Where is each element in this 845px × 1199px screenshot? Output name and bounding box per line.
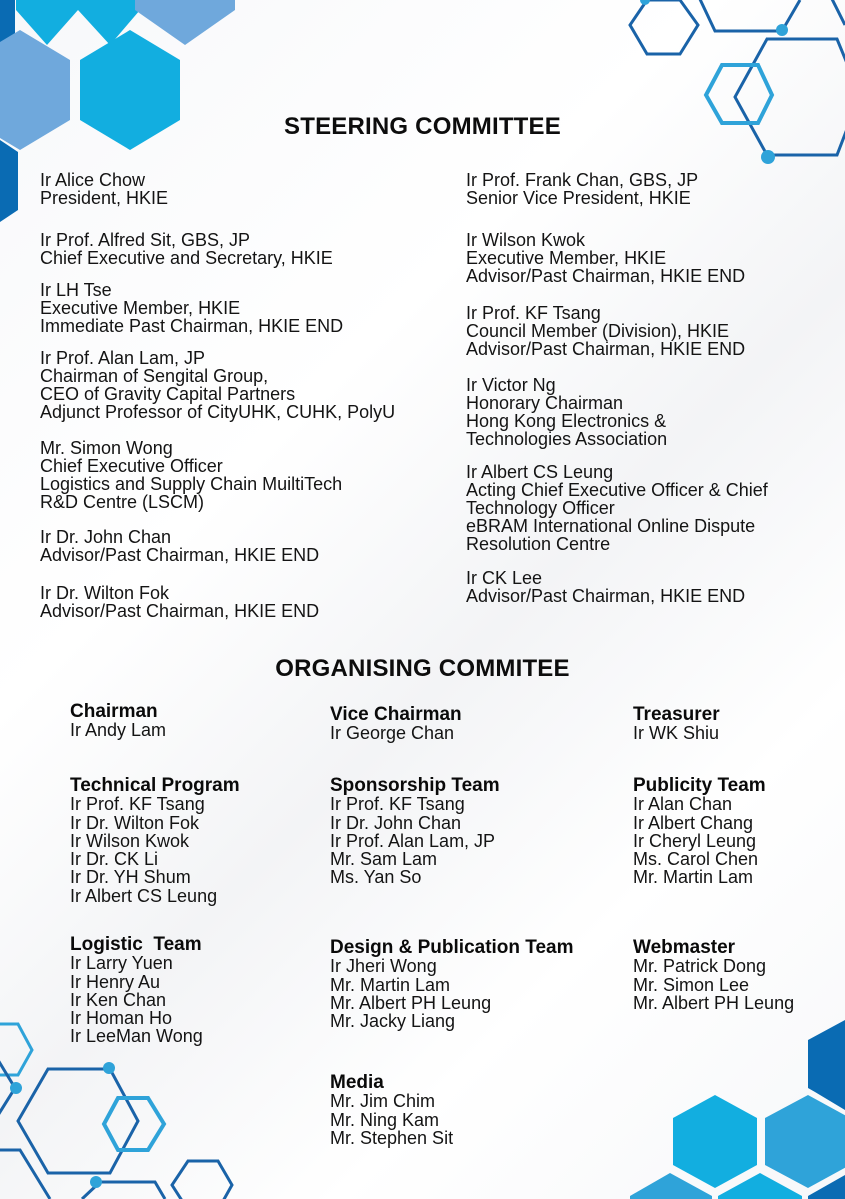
group-heading: Technical Program xyxy=(70,775,240,796)
group-treasurer xyxy=(633,706,720,743)
member-title: CEO of Gravity Capital Partners xyxy=(40,384,296,404)
group-heading: Sponsorship Team xyxy=(330,775,500,796)
member-title: Council Member (Division), HKIE xyxy=(466,321,730,341)
member-name: Ir Prof. Alfred Sit, GBS, JP xyxy=(40,230,251,250)
member-name: Ir Alice Chow xyxy=(40,170,146,190)
member-title: Hong Kong Electronics & xyxy=(466,411,667,431)
group-member: Ir Jheri Wong xyxy=(330,956,437,977)
steering-member xyxy=(40,528,319,564)
group-heading: Vice Chairman xyxy=(330,704,462,725)
steering-member xyxy=(466,463,768,553)
member-title: Senior Vice President, HKIE xyxy=(466,188,691,208)
member-title: Advisor/Past Chairman, HKIE END xyxy=(40,601,320,621)
member-name: Ir CK Lee xyxy=(466,568,543,588)
member-title: Chairman of Sengital Group, xyxy=(40,366,269,386)
member-title: Adjunct Professor of CityUHK, CUHK, PolyU xyxy=(40,402,396,422)
group-member: Ir Henry Au xyxy=(70,971,161,992)
group-design-publication-team xyxy=(330,939,574,1030)
group-member: Ir Larry Yuen xyxy=(70,953,173,974)
group-member: Ir Dr. Wilton Fok xyxy=(70,812,200,833)
group-member: Mr. Stephen Sit xyxy=(330,1127,454,1148)
member-title: Logistics and Supply Chain MuiltiTech xyxy=(40,474,343,494)
steering-committee-title: STEERING COMMITTEE xyxy=(284,113,561,140)
group-vice-chairman xyxy=(330,706,462,743)
group-technical-program xyxy=(70,777,240,905)
steering-member xyxy=(466,304,745,358)
group-member: Mr. Jim Chim xyxy=(330,1091,435,1112)
group-member: Mr. Sam Lam xyxy=(330,849,438,870)
group-member: Ir WK Shiu xyxy=(633,723,720,744)
member-title: R&D Centre (LSCM) xyxy=(40,492,205,512)
group-member: Mr. Simon Lee xyxy=(633,974,750,995)
group-member: Mr. Albert PH Leung xyxy=(633,992,795,1013)
member-title: Executive Member, HKIE xyxy=(466,248,667,268)
group-member: Mr. Martin Lam xyxy=(633,867,754,888)
member-title: Acting Chief Executive Officer & Chief xyxy=(466,480,768,500)
member-name: Ir LH Tse xyxy=(40,280,112,300)
group-heading: Media xyxy=(330,1072,384,1093)
member-name: Ir Dr. John Chan xyxy=(40,527,172,547)
member-title: Technology Officer xyxy=(466,498,615,518)
member-name: Ir Victor Ng xyxy=(466,375,556,395)
group-member: Ir LeeMan Wong xyxy=(70,1026,203,1047)
member-name: Ir Albert CS Leung xyxy=(466,462,614,482)
member-title: Advisor/Past Chairman, HKIE END xyxy=(466,266,746,286)
member-title: Honorary Chairman xyxy=(466,393,624,413)
group-member: Mr. Martin Lam xyxy=(330,974,451,995)
bottom-right-hexagon-decoration xyxy=(620,1010,845,1199)
group-chairman xyxy=(70,703,166,740)
group-heading: Chairman xyxy=(70,701,158,722)
member-name: Ir Prof. Frank Chan, GBS, JP xyxy=(466,170,699,190)
group-member: Ir Albert Chang xyxy=(633,812,754,833)
group-publicity-team xyxy=(633,777,766,887)
member-title: Advisor/Past Chairman, HKIE END xyxy=(466,339,746,359)
group-member: Ms. Yan So xyxy=(330,867,422,888)
group-member: Ir Dr. CK Li xyxy=(70,849,159,870)
member-title: President, HKIE xyxy=(40,188,169,208)
steering-member xyxy=(40,439,342,511)
member-title: eBRAM International Online Dispute xyxy=(466,516,756,536)
group-member: Ir Wilson Kwok xyxy=(70,830,190,851)
group-webmaster xyxy=(633,939,794,1012)
group-member: Ms. Carol Chen xyxy=(633,849,759,870)
group-heading: Logistic Team xyxy=(70,934,202,955)
group-member: Mr. Ning Kam xyxy=(330,1109,440,1130)
member-name: Ir Dr. Wilton Fok xyxy=(40,583,170,603)
member-name: Ir Prof. KF Tsang xyxy=(466,303,601,323)
steering-member xyxy=(40,584,319,620)
member-title: Advisor/Past Chairman, HKIE END xyxy=(466,586,746,606)
member-title: Technologies Association xyxy=(466,429,668,449)
member-title: Chief Executive and Secretary, HKIE xyxy=(40,248,333,268)
group-sponsorship-team xyxy=(330,777,500,887)
member-title: Executive Member, HKIE xyxy=(40,298,241,318)
group-member: Ir Dr. YH Shum xyxy=(70,867,191,888)
group-member: Mr. Patrick Dong xyxy=(633,956,767,977)
group-member: Ir Albert CS Leung xyxy=(70,885,218,906)
steering-member xyxy=(466,569,745,605)
organising-committee-title: ORGANISING COMMITEE xyxy=(275,655,570,682)
member-title: Chief Executive Officer xyxy=(40,456,223,476)
group-member: Ir Cheryl Leung xyxy=(633,830,757,851)
group-logistic-team xyxy=(70,936,203,1046)
group-heading: Publicity Team xyxy=(633,775,766,796)
member-name: Ir Wilson Kwok xyxy=(466,230,586,250)
group-member: Ir Prof. KF Tsang xyxy=(330,794,465,815)
group-heading: Design & Publication Team xyxy=(330,937,574,958)
group-member: Ir Ken Chan xyxy=(70,989,167,1010)
steering-member xyxy=(466,231,745,285)
group-member: Ir Prof. KF Tsang xyxy=(70,794,205,815)
group-member: Ir Dr. John Chan xyxy=(330,812,462,833)
steering-member xyxy=(40,349,395,421)
member-title: Immediate Past Chairman, HKIE END xyxy=(40,316,344,336)
member-title: Advisor/Past Chairman, HKIE END xyxy=(40,545,320,565)
group-member: Mr. Jacky Liang xyxy=(330,1011,456,1032)
group-media xyxy=(330,1074,453,1147)
steering-member xyxy=(40,281,343,335)
group-member: Ir George Chan xyxy=(330,723,455,744)
group-heading: Treasurer xyxy=(633,704,720,725)
steering-member xyxy=(40,171,168,207)
group-member: Ir Alan Chan xyxy=(633,794,733,815)
top-right-hexagon-outline-decoration xyxy=(600,0,845,170)
group-heading: Webmaster xyxy=(633,937,736,958)
group-member: Ir Homan Ho xyxy=(70,1008,173,1029)
group-member: Ir Andy Lam xyxy=(70,720,167,741)
member-title: Resolution Centre xyxy=(466,534,611,554)
steering-member xyxy=(40,231,333,267)
group-member: Mr. Albert PH Leung xyxy=(330,992,492,1013)
member-name: Mr. Simon Wong xyxy=(40,438,173,458)
steering-member xyxy=(466,171,698,207)
steering-member xyxy=(466,376,667,448)
group-member: Ir Prof. Alan Lam, JP xyxy=(330,830,496,851)
member-name: Ir Prof. Alan Lam, JP xyxy=(40,348,206,368)
